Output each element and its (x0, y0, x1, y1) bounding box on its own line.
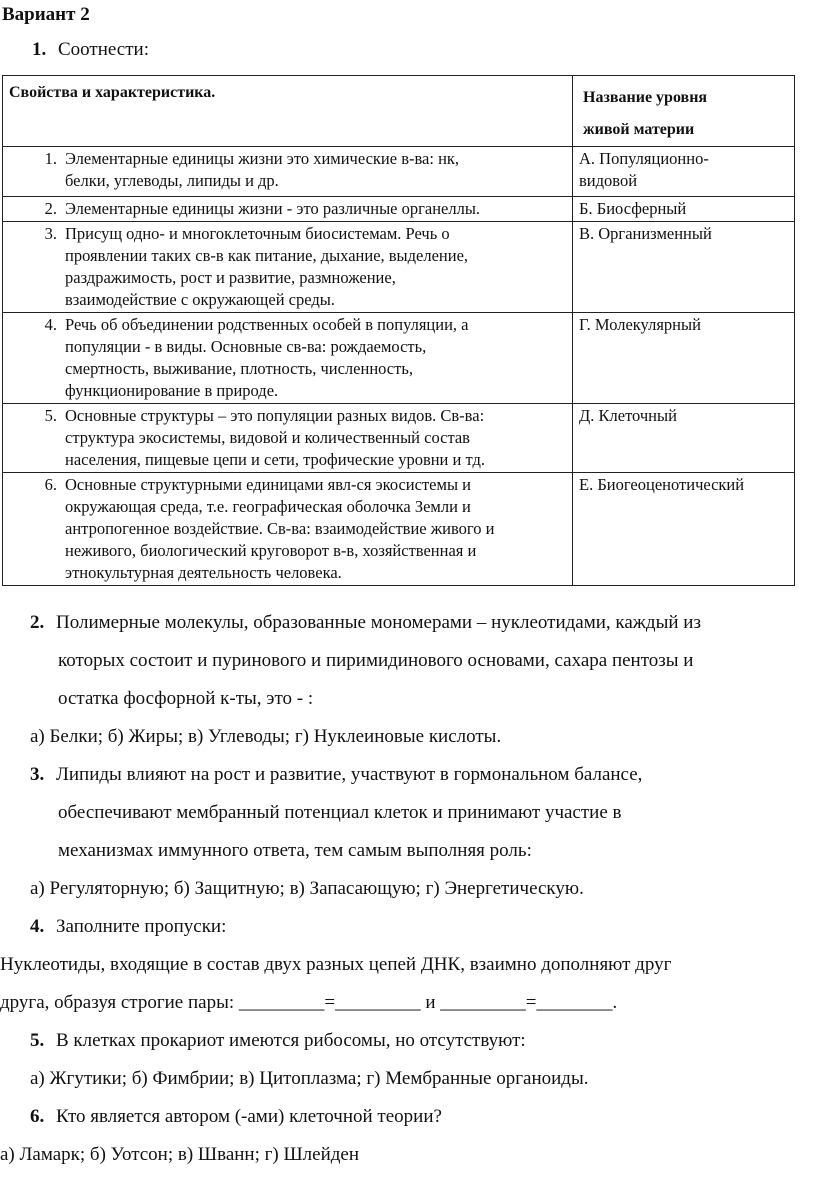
question-1-prompt: Соотнести: (58, 39, 149, 60)
row-description (3, 313, 573, 404)
header-properties: Свойства и характеристика. (3, 76, 573, 147)
header-level-line1: Название уровня (583, 89, 708, 106)
question-4-line: Нуклеотиды, входящие в состав двух разных цепей ДНК, взаимно дополняют друг (0, 954, 672, 975)
question-5-options: а) Жгутики; б) Фимбрии; в) Цитоплазма; г) Мембранные органоиды. (30, 1068, 589, 1089)
matching-table (2, 75, 795, 586)
row-description (3, 222, 573, 313)
row-text-line: окружающая среда, т.е. географическая оболочка Земли и (65, 497, 471, 516)
row-text-line: взаимодействие с окружающей среды. (65, 290, 335, 309)
row-text-line: функционирование в природе. (65, 381, 279, 400)
row-number: 1. (44, 149, 57, 168)
row-text-line: этнокультурная деятельность человека. (65, 563, 342, 582)
row-text-line: белки, углеводы, липиды и др. (65, 171, 279, 190)
answer-line: Д. Клеточный (579, 406, 677, 425)
table-row (3, 313, 795, 404)
table-row (3, 473, 795, 586)
row-text-line: популяции - в виды. Основные св-ва: рождаемость, (65, 337, 427, 356)
header-level-line2: живой материи (583, 121, 695, 138)
answer-line: В. Организменный (579, 224, 712, 243)
question-3-options: а) Регуляторную; б) Защитную; в) Запасающую; г) Энергетическую. (30, 878, 584, 899)
question-2-number: 2. (30, 612, 45, 633)
variant-title: Вариант 2 (2, 4, 90, 25)
question-4 (0, 908, 671, 1022)
row-text-line: антропогенное воздействие. Св-ва: взаимодействие живого и (65, 519, 495, 538)
table-row (3, 197, 795, 222)
question-4-line: друга, образуя строгие пары: _________=_________ и _________=________. (0, 992, 618, 1013)
table-row (3, 404, 795, 473)
row-description (3, 197, 573, 222)
question-2-options: а) Белки; б) Жиры; в) Углеводы; г) Нуклеиновые кислоты. (30, 726, 502, 747)
row-answer (573, 222, 795, 313)
row-text-line: Основные структурными единицами явл-ся экосистемы и (65, 475, 471, 494)
row-text-line: неживого, биологический круговорот в-в, хозяйственная и (65, 541, 477, 560)
row-text-line: Элементарные единицы жизни это химические в-ва: нк, (65, 149, 460, 168)
row-answer (573, 313, 795, 404)
question-2-line: которых состоит и пуринового и пиримидинового основами, сахара пентозы и (58, 650, 694, 671)
row-text-line: населения, пищевые цепи и сети, трофические уровни и тд. (65, 450, 485, 469)
row-text-line: структура экосистемы, видовой и количественный состав (65, 428, 470, 447)
question-3-line: механизмах иммунного ответа, тем самым выполняя роль: (58, 840, 532, 861)
answer-line: Б. Биосферный (579, 199, 687, 218)
answer-line: Г. Молекулярный (579, 315, 701, 334)
row-description (3, 147, 573, 197)
row-description (3, 404, 573, 473)
question-5-prompt: В клетках прокариот имеются рибосомы, но отсутствуют: (56, 1030, 526, 1051)
question-3-line: обеспечивают мембранный потенциал клеток и принимают участие в (58, 802, 622, 823)
row-description (3, 473, 573, 586)
row-answer (573, 473, 795, 586)
table-row (3, 147, 795, 197)
row-number: 2. (44, 199, 57, 218)
row-text-line: Основные структуры – это популяции разных видов. Св-ва: (65, 406, 485, 425)
question-2 (0, 604, 701, 756)
row-answer (573, 197, 795, 222)
row-text-line: проявлении таких св-в как питание, дыхание, выделение, (65, 246, 469, 265)
question-6-number: 6. (30, 1106, 45, 1127)
question-4-prompt: Заполните пропуски: (56, 916, 227, 937)
row-text-line: смертность, выживание, плотность, численность, (65, 359, 413, 378)
question-3-number: 3. (30, 764, 45, 785)
row-text-line: Элементарные единицы жизни - это различные органеллы. (65, 199, 481, 218)
question-4-number: 4. (30, 916, 45, 937)
question-5 (0, 1022, 588, 1098)
table-header-row (3, 76, 795, 147)
row-text-line: Присущ одно- и многоклеточным биосистемам. Речь о (65, 224, 450, 243)
row-answer (573, 147, 795, 197)
question-5-number: 5. (30, 1030, 45, 1051)
header-level-name (573, 76, 795, 147)
question-6 (0, 1098, 442, 1174)
answer-line: А. Популяционно- (579, 149, 709, 168)
row-text-line: Речь об объединении родственных особей в популяции, а (65, 315, 469, 334)
row-number: 3. (44, 224, 57, 243)
question-3-line: Липиды влияют на рост и развитие, участвуют в гормональном балансе, (56, 764, 643, 785)
row-answer (573, 404, 795, 473)
question-6-options: а) Ламарк; б) Уотсон; в) Шванн; г) Шлейден (0, 1144, 360, 1165)
table-row (3, 222, 795, 313)
answer-line: Е. Биогеоценотический (579, 475, 745, 494)
question-2-line: Полимерные молекулы, образованные мономерами – нуклеотидами, каждый из (56, 612, 701, 633)
question-1 (32, 39, 149, 61)
answer-line: видовой (579, 171, 638, 190)
row-text-line: раздражимость, рост и развитие, размножение, (65, 268, 396, 287)
row-number: 6. (44, 475, 57, 494)
question-3 (0, 756, 642, 908)
row-number: 5. (44, 406, 57, 425)
question-2-line: остатка фосфорной к-ты, это - : (58, 688, 314, 709)
question-1-number: 1. (32, 39, 47, 60)
question-6-prompt: Кто является автором (-ами) клеточной теории? (56, 1106, 442, 1127)
row-number: 4. (44, 315, 57, 334)
